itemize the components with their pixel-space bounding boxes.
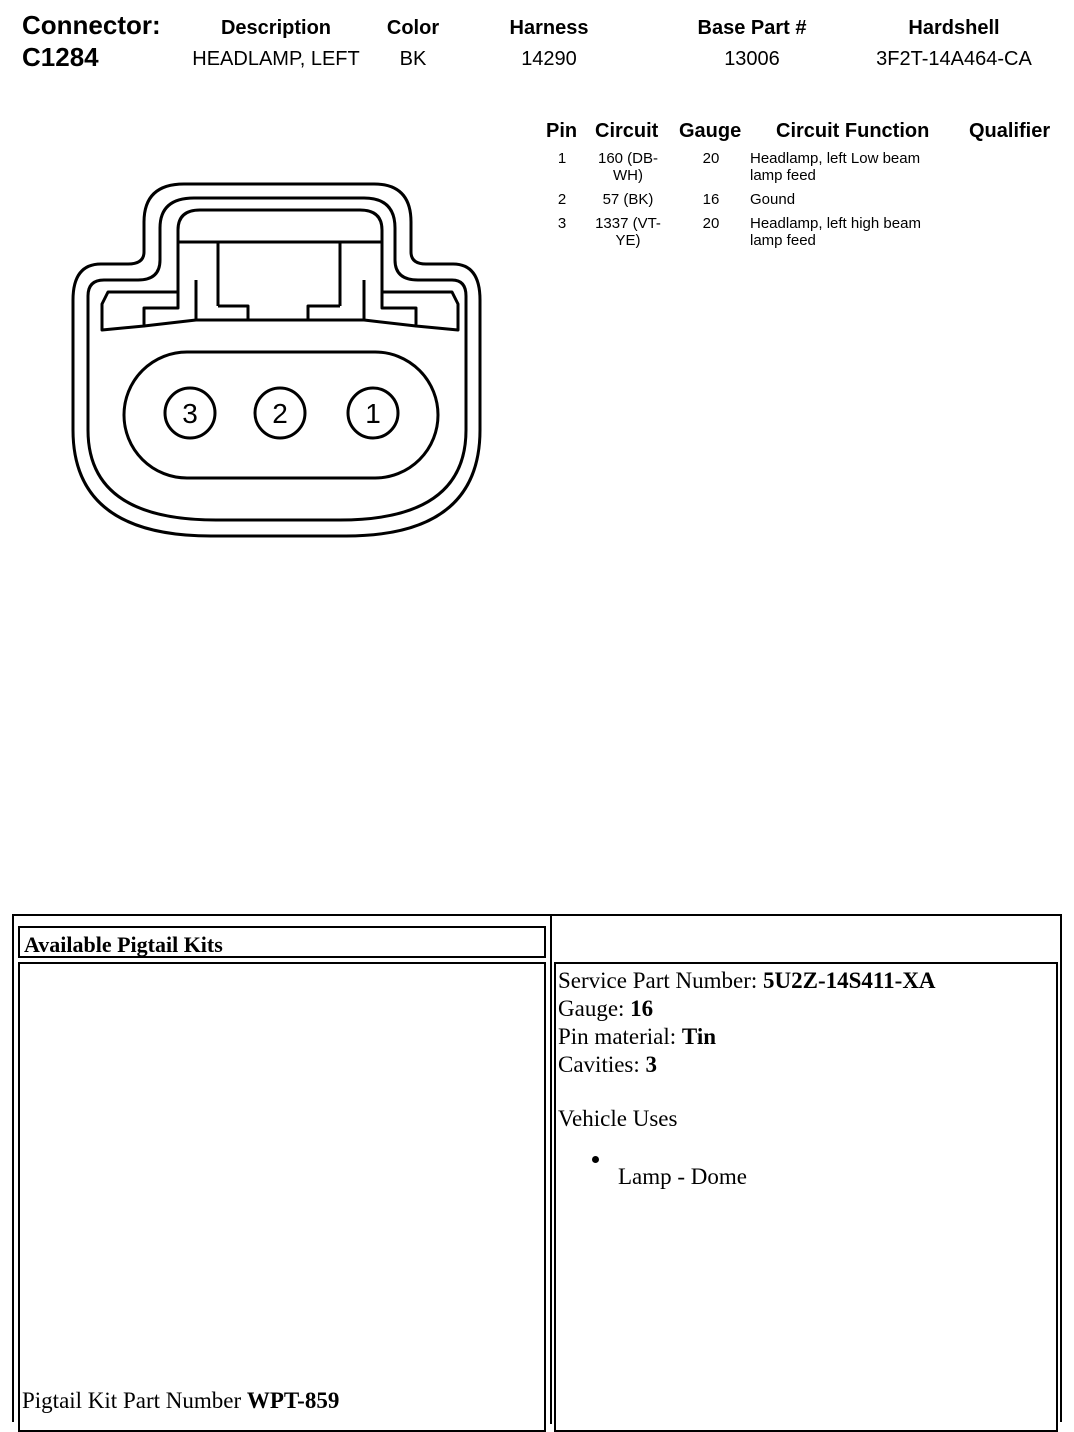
circuit-function-col-header: Circuit Function (776, 120, 930, 142)
function-line-2: lamp feed (750, 232, 816, 249)
gauge-row (558, 996, 653, 1022)
cavities-label: Cavities: (558, 1052, 646, 1077)
gauge-value: 16 (630, 996, 654, 1021)
circuit-col-header: Circuit (595, 120, 659, 142)
color-header: Color (386, 17, 440, 39)
gauge-value: 16 (702, 191, 720, 208)
cavities-value: 3 (645, 1052, 658, 1077)
color-value: BK (399, 48, 427, 70)
hardshell-value: 3F2T-14A464-CA (876, 48, 1032, 70)
connector-face-diagram (68, 180, 488, 542)
kits-divider (550, 916, 552, 1424)
kit-details-panel (554, 962, 1058, 1432)
function-line-1: Headlamp, left Low beam (750, 150, 921, 167)
kits-title: Available Pigtail Kits (24, 932, 223, 957)
gauge-value: 20 (702, 150, 720, 167)
function-line-2: lamp feed (750, 167, 816, 184)
hardshell-header: Hardshell (908, 17, 1000, 39)
service-part-value: 5U2Z-14S411-XA (763, 968, 936, 993)
function-line-1: Gound (750, 191, 796, 208)
cavities-row (558, 1052, 657, 1078)
kits-title-box (18, 926, 546, 958)
cavity-3-label: 3 (182, 398, 198, 429)
pin-number: 1 (557, 150, 567, 167)
service-part-row (558, 968, 936, 994)
gauge-value: 20 (702, 215, 720, 232)
pin-material-value: Tin (681, 1024, 717, 1049)
kit-part-label: Pigtail Kit Part Number (22, 1388, 247, 1413)
description-value: HEADLAMP, LEFT (192, 48, 360, 70)
pin-number: 2 (557, 191, 567, 208)
kit-image-panel (18, 962, 546, 1432)
pigtail-kits-section (12, 914, 1062, 1422)
service-part-label: Service Part Number: (558, 968, 764, 993)
base-part-value: 13006 (724, 48, 780, 70)
vehicle-uses-heading: Vehicle Uses (558, 1106, 678, 1131)
circuit-line-1: 160 (DB- (597, 150, 659, 167)
gauge-col-header: Gauge (679, 120, 742, 142)
description-header: Description (220, 17, 332, 39)
harness-value: 14290 (521, 48, 577, 70)
pin-number: 3 (557, 215, 567, 232)
cavity-1-label: 1 (365, 398, 381, 429)
connector-id: C1284 (22, 42, 99, 72)
function-line-1: Headlamp, left high beam (750, 215, 921, 232)
circuit-line-2: WH) (613, 167, 643, 184)
circuit-line-1: 57 (BK) (602, 191, 654, 208)
base-part-header: Base Part # (697, 17, 807, 39)
pin-material-row (558, 1024, 716, 1050)
connector-label: Connector: (22, 10, 161, 40)
kit-part-value: WPT-859 (246, 1388, 340, 1413)
qualifier-col-header: Qualifier (969, 120, 1051, 142)
kit-part-number (22, 1388, 339, 1414)
cavity-2-label: 2 (272, 398, 288, 429)
bullet-icon (592, 1156, 599, 1163)
gauge-label: Gauge: (558, 996, 631, 1021)
circuit-line-1: 1337 (VT- (595, 215, 661, 232)
vehicle-use-item: Lamp - Dome (618, 1164, 748, 1189)
pin-material-label: Pin material: (558, 1024, 682, 1049)
circuit-line-2: YE) (615, 232, 641, 249)
pin-col-header: Pin (546, 120, 578, 142)
harness-header: Harness (509, 17, 589, 39)
